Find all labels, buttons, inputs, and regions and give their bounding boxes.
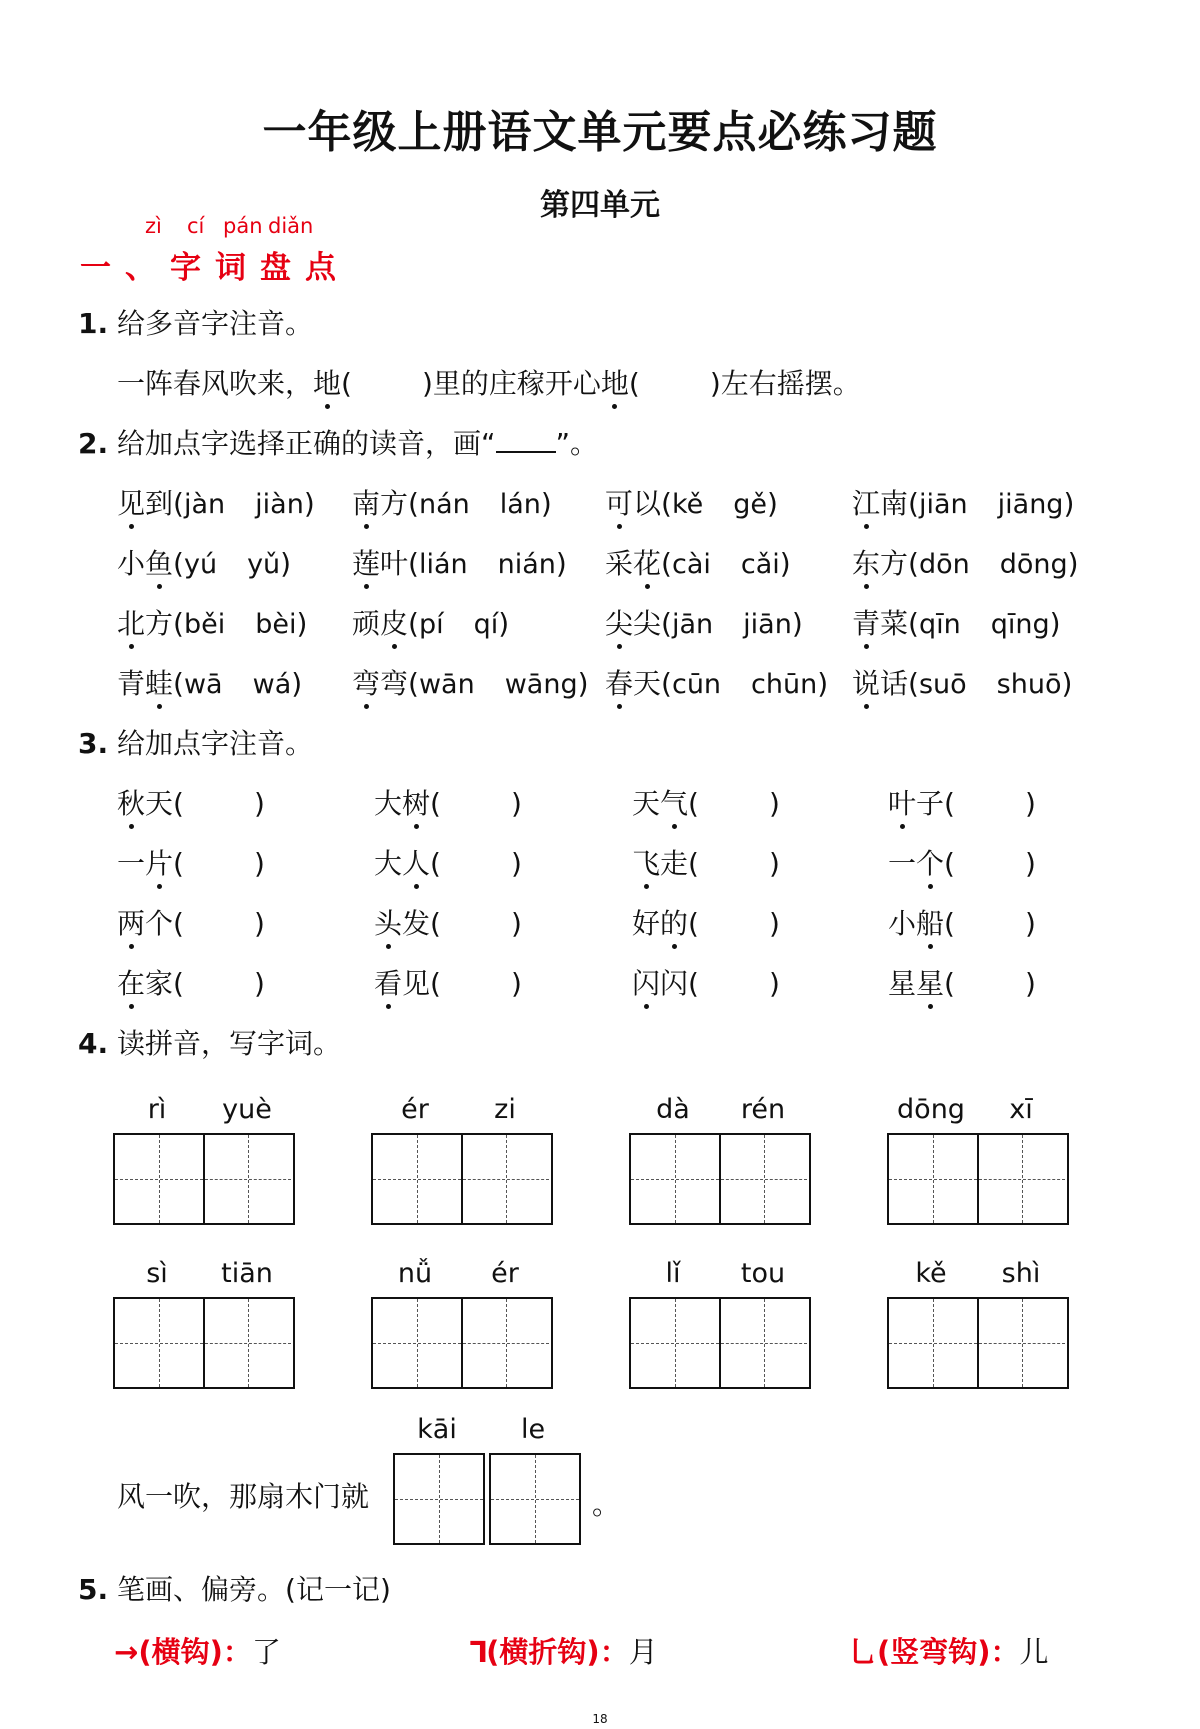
writing-box[interactable] bbox=[631, 1299, 719, 1387]
grid-pinyin: nǚ bbox=[397, 1258, 433, 1289]
dotted-char: 气 bbox=[660, 782, 688, 822]
reading-choice-b[interactable]: dōng bbox=[999, 549, 1068, 580]
writing-box[interactable] bbox=[491, 1455, 579, 1543]
grid-pinyin: ér bbox=[491, 1258, 519, 1289]
dotted-char: 东 bbox=[852, 542, 880, 582]
paren-close: ) bbox=[791, 607, 803, 640]
word-char: 子 bbox=[916, 787, 945, 820]
reading-choice-a[interactable]: kě bbox=[671, 489, 704, 520]
grid-pinyin: xī bbox=[1009, 1094, 1033, 1125]
page-title: 一年级上册语文单元要点必练习题 bbox=[262, 107, 938, 158]
writing-box[interactable] bbox=[373, 1135, 461, 1223]
paren-close: ) bbox=[768, 907, 780, 940]
stroke-example: 了 bbox=[251, 1635, 281, 1669]
question-text: 笔画、偏旁。(记一记) bbox=[117, 1573, 391, 1606]
reading-choice-a[interactable]: wān bbox=[418, 669, 475, 700]
writing-grid[interactable] bbox=[113, 1297, 295, 1389]
reading-choice-b[interactable]: jiān bbox=[743, 609, 792, 640]
word-char: 星 bbox=[888, 967, 917, 1000]
writing-grid[interactable] bbox=[887, 1133, 1069, 1225]
reading-option bbox=[605, 602, 803, 642]
paren-close: ) bbox=[1024, 787, 1036, 820]
dotted-char: 在 bbox=[117, 962, 145, 1002]
dotted-char: 北 bbox=[117, 602, 145, 642]
dotted-char: 船 bbox=[916, 902, 944, 942]
paren-close: ) bbox=[510, 847, 522, 880]
word-char: 小 bbox=[888, 907, 917, 940]
word-char: 见 bbox=[402, 967, 431, 1000]
word-char: 话 bbox=[880, 667, 909, 700]
writing-box[interactable] bbox=[461, 1135, 549, 1223]
grid-pinyin: ér bbox=[401, 1094, 429, 1125]
stroke-label: (横钩) bbox=[138, 1635, 223, 1669]
stroke-label: (横折钩) bbox=[486, 1635, 600, 1669]
writing-box[interactable] bbox=[719, 1135, 807, 1223]
dotted-char: 蛙 bbox=[145, 662, 173, 702]
paren-open: ( bbox=[430, 967, 441, 1000]
writing-grid[interactable] bbox=[887, 1297, 1069, 1389]
paren-close: ) bbox=[291, 667, 303, 700]
paren-open: ( bbox=[908, 487, 919, 520]
pinyin-dian: diǎn bbox=[268, 214, 314, 238]
dotted-char: 花 bbox=[633, 542, 661, 582]
reading-choice-a[interactable]: cài bbox=[671, 549, 711, 580]
word-char: 家 bbox=[145, 967, 174, 1000]
paren-close: ) bbox=[498, 607, 510, 640]
paren-open: ( bbox=[661, 487, 672, 520]
paren-open: ( bbox=[430, 847, 441, 880]
reading-option bbox=[852, 662, 1072, 702]
dotted-char: 尖 bbox=[605, 602, 633, 642]
reading-choice-b[interactable]: chūn bbox=[751, 669, 818, 700]
reading-choice-a[interactable]: běi bbox=[183, 609, 226, 640]
sentence-prompt: 风一吹，那扇木门就 bbox=[117, 1480, 370, 1513]
paren-open: ( bbox=[430, 787, 441, 820]
grid-pinyin: tiān bbox=[221, 1258, 273, 1289]
pinyin-item bbox=[632, 842, 780, 882]
writing-grid[interactable] bbox=[393, 1453, 485, 1545]
section-title: 一、字词盘点 bbox=[80, 250, 350, 286]
reading-choice-b[interactable]: wá bbox=[252, 669, 292, 700]
question-text: 读拼音，写字词。 bbox=[117, 1027, 342, 1060]
reading-option bbox=[117, 542, 291, 582]
reading-option bbox=[352, 602, 509, 642]
dotted-char: 地 bbox=[601, 362, 629, 402]
paren-open: ( bbox=[408, 667, 419, 700]
dotted-char: 树 bbox=[402, 782, 430, 822]
grid-pinyin: kāi bbox=[417, 1414, 457, 1445]
paren-open: ( bbox=[688, 787, 699, 820]
reading-choice-b[interactable]: jiàn bbox=[255, 489, 304, 520]
dotted-char: 两 bbox=[117, 902, 145, 942]
paren-open: ( bbox=[944, 847, 955, 880]
shuwangou-stroke-icon: ⺃ bbox=[848, 1635, 878, 1669]
pinyin-pan: pán bbox=[223, 214, 263, 238]
pinyin-item bbox=[632, 902, 780, 942]
grid-pinyin: rì bbox=[147, 1094, 167, 1125]
paren-open: ( bbox=[688, 967, 699, 1000]
reading-option bbox=[605, 542, 791, 582]
word-char: 采 bbox=[605, 547, 634, 580]
pinyin-item bbox=[374, 962, 522, 1002]
paren-open: ( bbox=[408, 547, 419, 580]
writing-grid[interactable] bbox=[371, 1297, 553, 1389]
paren-open: ( bbox=[173, 787, 184, 820]
stroke-hengzhegou bbox=[470, 1630, 658, 1671]
paren-close: ) bbox=[253, 907, 265, 940]
writing-grid[interactable] bbox=[371, 1133, 553, 1225]
grid-pinyin: rén bbox=[740, 1094, 786, 1125]
paren-close: ) bbox=[253, 847, 265, 880]
paren-open: ( bbox=[688, 847, 699, 880]
grid-pinyin: dà bbox=[656, 1094, 690, 1125]
stroke-example: 儿 bbox=[1019, 1635, 1049, 1669]
paren-close: ) bbox=[1024, 907, 1036, 940]
question-number: 4. bbox=[78, 1027, 109, 1060]
reading-choice-b[interactable]: gě bbox=[733, 489, 768, 520]
paren-close: ) bbox=[253, 967, 265, 1000]
dotted-char: 的 bbox=[660, 902, 688, 942]
paren-open: ( bbox=[173, 607, 184, 640]
word-char: 菜 bbox=[880, 607, 909, 640]
reading-choice-b[interactable]: bèi bbox=[255, 609, 297, 640]
reading-choice-a[interactable]: cūn bbox=[671, 669, 722, 700]
dotted-char: 地 bbox=[313, 362, 341, 402]
reading-choice-b[interactable]: shuō bbox=[996, 669, 1062, 700]
reading-choice-a[interactable]: jān bbox=[671, 609, 714, 640]
dotted-char: 皮 bbox=[380, 602, 408, 642]
underline-mark bbox=[496, 429, 556, 453]
dotted-char: 个 bbox=[916, 842, 944, 882]
word-char: 天 bbox=[633, 667, 662, 700]
reading-option bbox=[852, 602, 1061, 642]
dotted-char: 闪 bbox=[632, 962, 660, 1002]
writing-box[interactable] bbox=[395, 1455, 483, 1543]
paren-open: ( bbox=[944, 967, 955, 1000]
pinyin-item bbox=[632, 782, 780, 822]
reading-choice-b[interactable]: cǎi bbox=[740, 549, 780, 580]
pinyin-item bbox=[117, 962, 265, 1002]
pinyin-item bbox=[888, 782, 1036, 822]
reading-choice-a[interactable]: dōn bbox=[918, 549, 970, 580]
question-5-prompt bbox=[78, 1568, 391, 1608]
reading-option bbox=[117, 662, 302, 702]
reading-option bbox=[605, 482, 778, 522]
word-char: 南 bbox=[880, 487, 909, 520]
reading-choice-b[interactable]: yǔ bbox=[247, 549, 281, 580]
grid-pinyin: lǐ bbox=[665, 1258, 681, 1289]
paren-open: ( bbox=[661, 607, 672, 640]
paren-open: ( bbox=[908, 667, 919, 700]
reading-option bbox=[352, 662, 589, 702]
dotted-char: 南 bbox=[352, 482, 380, 522]
writing-box[interactable] bbox=[977, 1135, 1065, 1223]
sentence-part: 一阵春风吹来， bbox=[117, 367, 314, 400]
word-char: 青 bbox=[117, 667, 146, 700]
grid-pinyin: dōng bbox=[897, 1094, 965, 1125]
question-number: 5. bbox=[78, 1573, 109, 1606]
page-number: 18 bbox=[592, 1712, 608, 1726]
dotted-char: 鱼 bbox=[145, 542, 173, 582]
reading-choice-a[interactable]: wā bbox=[183, 669, 223, 700]
paren-open: ( bbox=[173, 667, 184, 700]
stroke-hengou bbox=[114, 1630, 281, 1671]
paren-open: ( bbox=[408, 607, 419, 640]
paren-open: ( bbox=[173, 847, 184, 880]
writing-grid[interactable] bbox=[489, 1453, 581, 1545]
writing-box[interactable] bbox=[203, 1135, 291, 1223]
word-char: 弯 bbox=[380, 667, 409, 700]
grid-pinyin: le bbox=[520, 1414, 546, 1445]
reading-choice-a[interactable]: qīn bbox=[918, 609, 961, 640]
paren-close: ) bbox=[296, 607, 308, 640]
question-number: 1. bbox=[78, 307, 109, 340]
word-char: 顽 bbox=[352, 607, 381, 640]
paren-open: ( bbox=[341, 367, 352, 400]
sentence-part: )左右摇摆。 bbox=[709, 367, 861, 400]
reading-choice-a[interactable]: yú bbox=[183, 549, 218, 580]
stroke-sep: ： bbox=[990, 1635, 1020, 1669]
pinyin-zi: zì bbox=[145, 214, 162, 238]
word-char: 天 bbox=[145, 787, 174, 820]
reading-option bbox=[605, 662, 828, 702]
paren-open: ( bbox=[173, 907, 184, 940]
paren-close: ) bbox=[577, 667, 589, 700]
reading-option bbox=[117, 482, 315, 522]
paren-open: ( bbox=[430, 907, 441, 940]
paren-close: ) bbox=[1063, 487, 1075, 520]
paren-close: ) bbox=[510, 907, 522, 940]
reading-choice-b[interactable]: jiāng bbox=[997, 489, 1064, 520]
dotted-char: 看 bbox=[374, 962, 402, 1002]
dotted-char: 可 bbox=[605, 482, 633, 522]
pinyin-ci: cí bbox=[187, 214, 205, 238]
pinyin-item bbox=[374, 902, 522, 942]
pinyin-item bbox=[374, 842, 522, 882]
paren-close: ) bbox=[817, 667, 829, 700]
question-1-prompt bbox=[78, 302, 313, 342]
paren-close: ) bbox=[768, 967, 780, 1000]
word-char: 小 bbox=[117, 547, 146, 580]
reading-choice-b[interactable]: nián bbox=[497, 549, 556, 580]
paren-open: ( bbox=[908, 607, 919, 640]
word-char: 好 bbox=[632, 907, 661, 940]
writing-box[interactable] bbox=[719, 1299, 807, 1387]
paren-close: ) bbox=[779, 547, 791, 580]
word-char: 天 bbox=[632, 787, 661, 820]
word-char: 走 bbox=[660, 847, 689, 880]
paren-close: ) bbox=[253, 787, 265, 820]
dotted-char: 秋 bbox=[117, 782, 145, 822]
paren-open: ( bbox=[688, 907, 699, 940]
paren-close: ) bbox=[510, 967, 522, 1000]
paren-close: ) bbox=[767, 487, 778, 520]
grid-pinyin: sì bbox=[146, 1258, 168, 1289]
question-number: 3. bbox=[78, 727, 109, 760]
sentence-part: )里的庄稼开心 bbox=[421, 367, 601, 400]
writing-box[interactable] bbox=[889, 1135, 977, 1223]
paren-close: ) bbox=[510, 787, 522, 820]
writing-box[interactable] bbox=[889, 1299, 977, 1387]
paren-open: ( bbox=[408, 487, 419, 520]
question-2-prompt bbox=[78, 422, 598, 462]
paren-close: ) bbox=[768, 787, 780, 820]
question-4-prompt bbox=[78, 1022, 341, 1062]
reading-choice-a[interactable]: pí bbox=[418, 609, 444, 640]
reading-option bbox=[117, 602, 307, 642]
dotted-char: 星 bbox=[916, 962, 944, 1002]
paren-open: ( bbox=[173, 967, 184, 1000]
writing-box[interactable] bbox=[631, 1135, 719, 1223]
paren-open: ( bbox=[661, 547, 672, 580]
paren-open: ( bbox=[173, 487, 184, 520]
hengzhegou-stroke-icon: ⅂ bbox=[470, 1635, 487, 1669]
writing-box[interactable] bbox=[115, 1299, 203, 1387]
grid-pinyin: yuè bbox=[222, 1094, 272, 1125]
writing-grid[interactable] bbox=[113, 1133, 295, 1225]
pinyin-item bbox=[117, 902, 265, 942]
paren-close: ) bbox=[768, 847, 780, 880]
grid-pinyin: shì bbox=[1001, 1258, 1041, 1289]
dotted-char: 青 bbox=[852, 602, 880, 642]
paren-close: ) bbox=[1067, 547, 1079, 580]
stroke-sep: ： bbox=[599, 1635, 629, 1669]
dotted-char: 片 bbox=[145, 842, 173, 882]
dotted-char: 人 bbox=[402, 842, 430, 882]
pinyin-item bbox=[374, 782, 522, 822]
pinyin-item bbox=[888, 902, 1036, 942]
sentence-end: 。 bbox=[592, 1488, 621, 1521]
pinyin-item bbox=[117, 782, 265, 822]
word-char: 大 bbox=[374, 787, 403, 820]
paren-close: ) bbox=[1061, 667, 1073, 700]
word-char: 尖 bbox=[633, 607, 662, 640]
reading-choice-a[interactable]: jiān bbox=[918, 489, 968, 520]
question-text: 给加点字选择正确的读音，画“ bbox=[117, 427, 496, 460]
reading-choice-a[interactable]: suō bbox=[918, 669, 967, 700]
writing-box[interactable] bbox=[461, 1299, 549, 1387]
dotted-char: 莲 bbox=[352, 542, 380, 582]
writing-box[interactable] bbox=[203, 1299, 291, 1387]
writing-box[interactable] bbox=[373, 1299, 461, 1387]
stroke-label: (竖弯钩) bbox=[877, 1635, 991, 1669]
paren-close: ) bbox=[540, 487, 552, 520]
paren-open: ( bbox=[661, 667, 672, 700]
question-text: ”。 bbox=[555, 427, 599, 460]
word-char: 发 bbox=[402, 907, 431, 940]
dotted-char: 飞 bbox=[632, 842, 660, 882]
hengou-stroke-icon: → bbox=[114, 1635, 139, 1669]
question-text: 给加点字注音。 bbox=[117, 727, 314, 760]
unit-subtitle: 第四单元 bbox=[540, 188, 660, 223]
writing-box[interactable] bbox=[977, 1299, 1065, 1387]
dotted-char: 弯 bbox=[352, 662, 380, 702]
dotted-char: 春 bbox=[605, 662, 633, 702]
paren-open: ( bbox=[944, 907, 955, 940]
writing-box[interactable] bbox=[115, 1135, 203, 1223]
reading-choice-b[interactable]: wāng bbox=[504, 669, 578, 700]
paren-open: ( bbox=[944, 787, 955, 820]
question-text: 给多音字注音。 bbox=[117, 307, 314, 340]
paren-open: ( bbox=[173, 547, 184, 580]
reading-choice-a[interactable]: jàn bbox=[183, 489, 226, 520]
paren-close: ) bbox=[303, 487, 315, 520]
reading-option bbox=[352, 542, 567, 582]
word-char: 方 bbox=[880, 547, 909, 580]
word-char: 叶 bbox=[380, 547, 409, 580]
word-char: 一 bbox=[117, 847, 146, 880]
paren-close: ) bbox=[1024, 847, 1036, 880]
word-char: 个 bbox=[145, 907, 174, 940]
paren-close: ) bbox=[1024, 967, 1036, 1000]
stroke-example: 月 bbox=[628, 1635, 658, 1669]
question-number: 2. bbox=[78, 427, 109, 460]
stroke-sep: ： bbox=[222, 1635, 252, 1669]
word-char: 方 bbox=[380, 487, 409, 520]
paren-open: ( bbox=[908, 547, 919, 580]
dotted-char: 说 bbox=[852, 662, 880, 702]
dotted-char: 见 bbox=[117, 482, 145, 522]
writing-grid[interactable] bbox=[629, 1297, 811, 1389]
pinyin-item bbox=[117, 842, 265, 882]
reading-option bbox=[852, 542, 1079, 582]
grid-pinyin: kě bbox=[915, 1258, 947, 1289]
reading-option bbox=[352, 482, 552, 522]
reading-choice-b[interactable]: qí bbox=[473, 609, 499, 640]
word-char: 到 bbox=[145, 487, 174, 520]
paren-close: ) bbox=[1049, 607, 1061, 640]
dotted-char: 头 bbox=[374, 902, 402, 942]
pinyin-item bbox=[632, 962, 780, 1002]
reading-choice-a[interactable]: lián bbox=[418, 549, 468, 580]
paren-open: ( bbox=[628, 367, 640, 400]
reading-choice-a[interactable]: nán bbox=[418, 489, 470, 520]
grid-pinyin: zi bbox=[494, 1094, 516, 1125]
reading-choice-b[interactable]: lán bbox=[499, 489, 541, 520]
reading-option bbox=[852, 482, 1074, 522]
reading-choice-b[interactable]: qīng bbox=[990, 609, 1050, 640]
stroke-shuwangou bbox=[848, 1630, 1049, 1671]
grid-pinyin: tou bbox=[740, 1258, 786, 1289]
pinyin-item bbox=[888, 842, 1036, 882]
pinyin-item bbox=[888, 962, 1036, 1002]
word-char: 闪 bbox=[660, 967, 689, 1000]
word-char: 方 bbox=[145, 607, 174, 640]
dotted-char: 叶 bbox=[888, 782, 916, 822]
word-char: 一 bbox=[888, 847, 917, 880]
question-3-prompt bbox=[78, 722, 313, 762]
dotted-char: 江 bbox=[852, 482, 880, 522]
paren-close: ) bbox=[280, 547, 292, 580]
writing-grid[interactable] bbox=[629, 1133, 811, 1225]
question-1-sentence bbox=[117, 362, 861, 402]
paren-close: ) bbox=[555, 547, 567, 580]
word-char: 以 bbox=[633, 487, 662, 520]
word-char: 大 bbox=[374, 847, 403, 880]
